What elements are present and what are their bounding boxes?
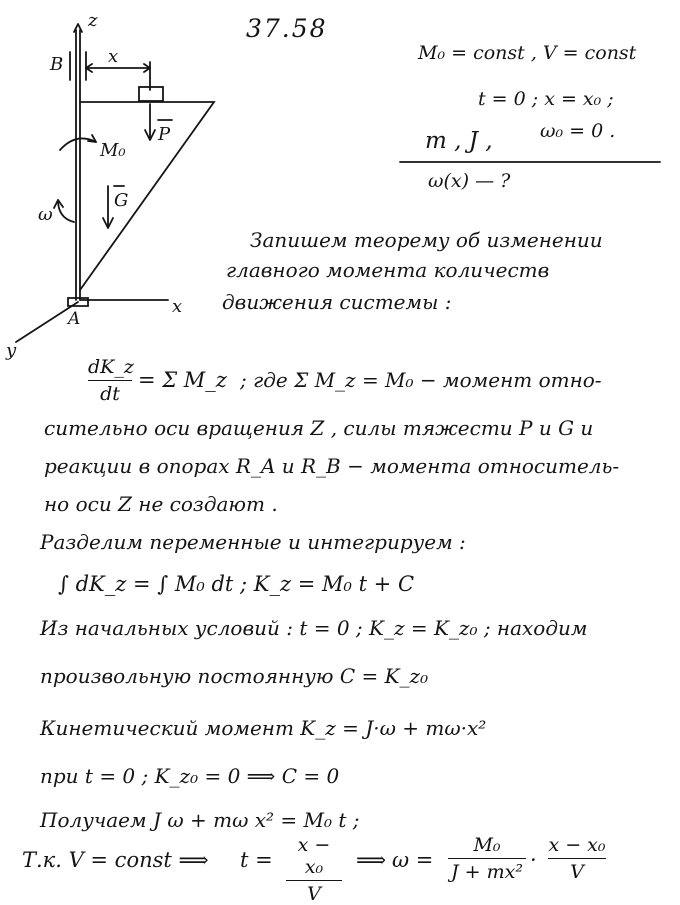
label-m0: M₀ [100, 140, 126, 161]
label-x-dim: x [108, 46, 119, 67]
fraction-dkz-bar [88, 380, 132, 381]
label-g: G [114, 190, 129, 211]
text-line-12: Кинетический момент K_z = J·ω + mω·x² [40, 716, 487, 740]
label-p: P [158, 124, 171, 145]
label-omega: ω [38, 204, 53, 225]
label-y-axis: y [6, 340, 17, 361]
fraction-omega-2 [548, 834, 606, 883]
text-line-15: Т.к. V = const ⟹ [22, 848, 209, 872]
text-line-4: ; где Σ M_z = M₀ − момент отно- [240, 368, 602, 392]
fraction-dkz-num: dK_z [88, 356, 134, 378]
fraction-dkz-dt [88, 356, 132, 405]
omega-lhs: ω = [392, 848, 434, 872]
triangular-plate [80, 102, 214, 290]
label-a: A [68, 309, 81, 329]
fraction-omega-2-num: x − x₀ [548, 834, 606, 856]
fraction-omega-1-den: J + mx² [451, 861, 523, 883]
given-line-3-left: m , J , [425, 128, 493, 154]
fraction-t-den: V [307, 883, 321, 905]
text-line-8: Разделим переменные и интегрируем : [40, 530, 466, 554]
text-line-7: но оси Z не создают . [44, 492, 278, 516]
multiply-dot: · [530, 848, 537, 872]
text-line-11: произвольную постоянную C = K_z₀ [40, 664, 429, 688]
text-line-3: движения системы : [222, 290, 452, 314]
z-axis-head [74, 24, 82, 32]
fraction-dkz-den: dt [100, 383, 120, 405]
text-line-5: сительно оси вращения Z , силы тяжести P и G и [44, 416, 594, 440]
given-line-3-right: ω₀ = 0 . [540, 120, 616, 142]
text-line-10: Из начальных условий : t = 0 ; K_z = K_z₀ ; находим [40, 616, 588, 640]
t-lhs: t = [240, 848, 273, 872]
slider-block [139, 87, 163, 101]
text-line-9: ∫ dK_z = ∫ M₀ dt ; K_z = M₀ t + C [58, 572, 415, 596]
text-line-1: Запишем теорему об изменении [250, 228, 603, 252]
given-find: ω(x) — ? [428, 170, 511, 192]
fraction-omega-1-bar [448, 858, 526, 859]
fraction-t [286, 834, 342, 905]
given-line-2: t = 0 ; x = x₀ ; [478, 88, 614, 110]
text-line-2: главного момента количеств [226, 258, 550, 282]
fraction-t-num: x − x₀ [297, 834, 331, 878]
problem-number: 37.58 [246, 14, 328, 43]
implies-arrow: ⟹ [356, 848, 387, 872]
given-line-1: M₀ = const , V = const [418, 42, 637, 64]
text-line-14: Получаем J ω + mω x² = M₀ t ; [40, 808, 360, 832]
label-x-axis: x [172, 296, 183, 317]
fraction-t-bar [286, 880, 342, 881]
text-line-6: реакции в опорах R_A и R_B − момента относитель- [44, 454, 620, 478]
fraction-omega-2-bar [548, 858, 606, 859]
dkz-rhs: = Σ M_z [138, 368, 227, 392]
label-b: B [50, 54, 64, 75]
fraction-omega-1 [448, 834, 526, 883]
moment-m0-arc [60, 138, 96, 150]
fraction-omega-2-den: V [570, 861, 584, 883]
fraction-omega-1-num: M₀ [473, 834, 501, 856]
text-line-13: при t = 0 ; K_z₀ = 0 ⟹ C = 0 [40, 764, 340, 788]
label-z: z [88, 10, 98, 31]
